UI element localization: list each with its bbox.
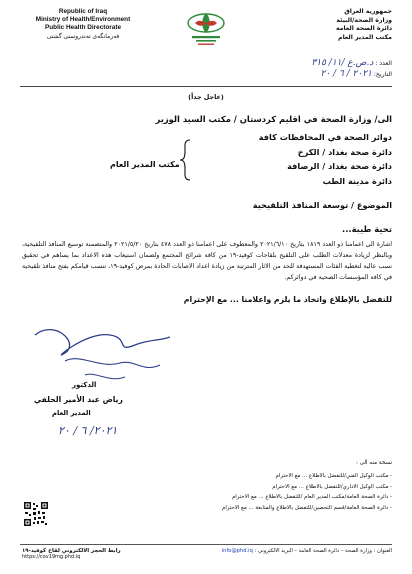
booking-link-block xyxy=(22,548,121,560)
letter-body: اشارة الى اعمامنا ذو العدد ١٨١٩ بتاريخ ٢٠٢١/٦/١٠ والمعطوف على اعمامنا ذو العدد ٤٧٨ بتاريخ ٢٠٢١/٥/٢٠ والمتضمنة توسيع المنافذ التلقيحية، وبالنظر لزيادة معدلات الطلب على التلقيح بلقاحات كوفيد-١٩ من كافة شرائح المجتمع ولضمان استيعاب هذه الاعداد بما يساهم في تحقيق نسب عالية لتغطية الفئات المستهدفة للحد من الاثار المترتبة من زيادة اعداد الاصابات الحادة بمرض كوفيد-١٩، تنسب قيامكم بفتح منافذ تلقيحية في كافة المؤسسات الصحية في دوائركم. xyxy=(22,241,392,281)
signature-title: الدكتور xyxy=(72,381,97,389)
gm-office-label: مكتب المدير العام xyxy=(110,160,180,169)
recipient-item: دائرة صحة بغداد / الكرخ xyxy=(297,146,392,157)
urgent-label: (عاجل جداً) xyxy=(188,93,224,101)
closing-line: للتفضل بالإطلاع واتخاذ ما يلزم واعلامنا ... مع الإحترام xyxy=(183,295,392,304)
header-arabic xyxy=(272,8,392,42)
address-text: العنوان : وزارة الصحة – دائرة الصحة العامة – البريد الالكتروني : xyxy=(254,548,392,554)
signature-position: المدير العام xyxy=(52,409,91,417)
header-en-line-3: Public Health Directorate xyxy=(45,24,121,32)
cc-item: - مكتب الوكيل الاداري/للتفضل بالاطلاع ... مع الاحترام xyxy=(272,483,392,490)
reference-number-value: د.ص.ع /١١/ ٣١٥ xyxy=(311,58,374,68)
handwritten-signature-icon xyxy=(25,313,175,393)
qr-code-icon xyxy=(24,502,48,526)
signature-date: ٢٠٢١/ ٦ / ٢٠ xyxy=(58,424,118,437)
reference-date-label: التاريخ: xyxy=(373,71,392,78)
reference-number-row xyxy=(311,58,392,69)
curly-brace-icon xyxy=(178,139,192,181)
subject-line: الموضوع / توسعة المنافذ التلقيحية xyxy=(252,200,392,210)
address-footer xyxy=(162,548,392,554)
booking-link-url[interactable]: https://cov19mg.phd.iq xyxy=(22,554,81,560)
header-english xyxy=(22,8,144,41)
recipient-item: دائرة صحة بغداد / الرصافة xyxy=(287,161,392,171)
header-divider xyxy=(20,86,392,87)
reference-block xyxy=(311,58,392,80)
header-ar-line-4: مكتب المدير العام xyxy=(338,33,392,41)
cc-item: - دائرة الصحة العامة/قسم التحصين/للتفضل بالاطلاع والمتابعة ... مع الاحترام xyxy=(221,504,392,511)
recipient-main: الى/ وزارة الصحة في اقليم كردستان / مكتب السيد الوزير xyxy=(155,114,392,124)
greeting: تحية طيبة... xyxy=(342,224,392,234)
header-en-line-2: Ministry of Health/Environment xyxy=(35,16,131,24)
header-ar-line-3: دائرة الصحة العامة xyxy=(335,25,392,33)
cc-list xyxy=(202,471,392,513)
email-link[interactable]: info@phd.iq xyxy=(221,548,253,554)
cc-title: نسخة منه الى : xyxy=(356,460,392,466)
ministry-logo-icon xyxy=(175,9,237,51)
footer-divider xyxy=(20,544,392,545)
header-ar-line-1: جمهورية العراق xyxy=(344,8,392,15)
recipient-list xyxy=(182,130,392,188)
header-kurdish-line: فەرمانگەی تەندروستی گشتی xyxy=(46,33,120,40)
cc-item: - مكتب الوكيل الفني/للتفضل بالاطلاع ... مع الاحترام xyxy=(275,473,392,479)
header-en-line-1: Republic of Iraq xyxy=(58,8,108,15)
header-ar-line-2: وزارة الصحة/البيئة xyxy=(336,16,392,24)
booking-link-title: رابط الحجز الالكتروني لقاح كوفيد-١٩ xyxy=(22,548,121,554)
reference-number-label: العدد : xyxy=(375,60,392,67)
recipient-item: دائرة مدينة الطب xyxy=(322,175,392,186)
cc-item: - دائرة الصحة العامة/مكتب المدير العام /للتفضل بالاطلاع ... مع الاحترام xyxy=(231,494,392,501)
reference-date-row xyxy=(311,69,392,80)
recipient-item: دوائر الصحة في المحافظات كافة xyxy=(258,132,392,142)
reference-date-value: ٢٠٢١ / ٦ / ٢٠ xyxy=(320,69,372,79)
signature-name: رياض عبد الأمير الحلفي xyxy=(34,395,123,404)
